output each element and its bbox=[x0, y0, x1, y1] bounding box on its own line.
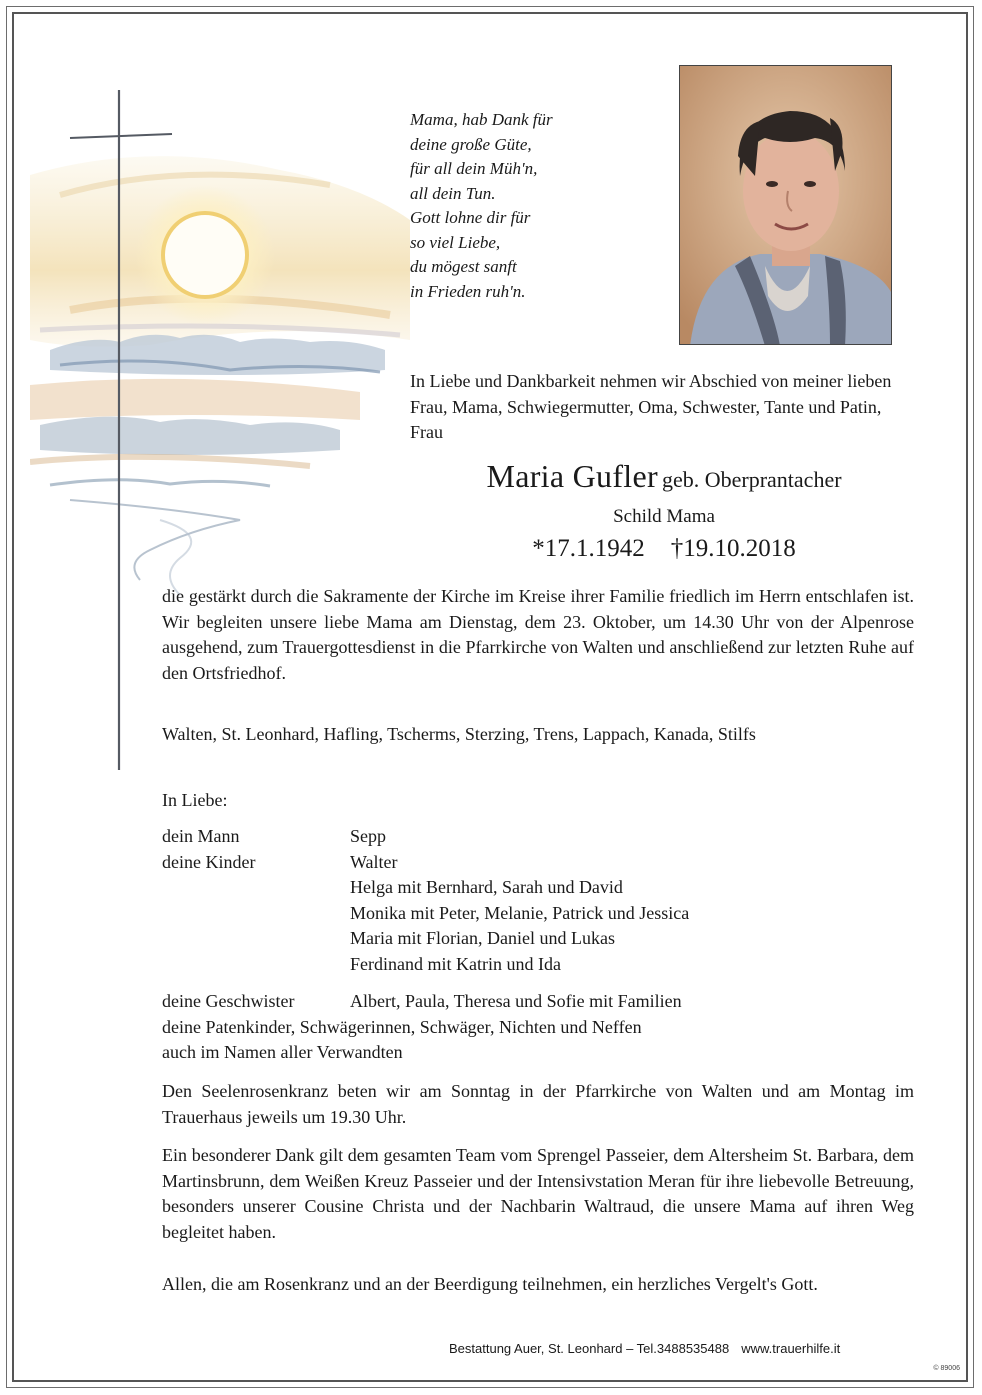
child-entry: Monika mit Peter, Melanie, Patrick und Jessica bbox=[350, 902, 690, 923]
relatives-line: deine Patenkinder, Schwägerinnen, Schwäger, Nichten und Neffen bbox=[162, 1016, 642, 1037]
portrait-image bbox=[680, 66, 892, 345]
child-entry: Walter bbox=[350, 851, 398, 872]
birth-date: *17.1.1942 bbox=[532, 535, 645, 562]
child-entry: Ferdinand mit Katrin und Ida bbox=[350, 953, 561, 974]
thanks-paragraph: Ein besonderer Dank gilt dem gesamten Team vom Sprengel Passeier, dem Altersheim St. Barbara, dem Martinsbrunn, dem Weißen Kreuz Passeier und der Intensivstation Meran für ihre liebevolle Betreuung, besonders unserer Cousine Christa und der Nachbarin Waltraud, die unsere Mama auf ihren Weg begleitet haben. bbox=[162, 1145, 914, 1242]
poem-line: all dein Tun. bbox=[410, 183, 496, 203]
closing-paragraph: Allen, die am Rosenkranz und an der Beerdigung teilnehmen, ein herzliches Vergelt's Gott. bbox=[162, 1274, 818, 1294]
places-list: Walten, St. Leonhard, Hafling, Tscherms, Sterzing, Trens, Lappach, Kanada, Stilfs bbox=[162, 724, 756, 744]
poem-line: du mögest sanft bbox=[410, 257, 517, 276]
siblings-line bbox=[162, 989, 914, 1015]
deceased-name-line bbox=[410, 458, 918, 495]
family-row-husband bbox=[162, 824, 914, 850]
life-dates bbox=[410, 535, 918, 563]
family-row-children bbox=[162, 850, 914, 978]
extended-family bbox=[162, 989, 914, 1066]
siblings-label: deine Geschwister bbox=[162, 991, 295, 1011]
nickname: Schild Mama bbox=[613, 506, 715, 527]
relatives-line: auch im Namen aller Verwandten bbox=[162, 1042, 403, 1062]
website-link[interactable]: www.trauerhilfe.it bbox=[741, 1341, 841, 1356]
husband-label: dein Mann bbox=[162, 826, 240, 846]
footer bbox=[449, 1341, 919, 1356]
husband-name: Sepp bbox=[350, 826, 386, 846]
siblings-names: Albert, Paula, Theresa und Sofie mit Familien bbox=[350, 991, 682, 1011]
family-list bbox=[162, 824, 914, 977]
poem-line: Mama, hab Dank für bbox=[410, 110, 553, 129]
funeral-announcement: die gestärkt durch die Sakramente der Kirche im Kreise ihrer Familie friedlich im Herrn entschlafen ist. Wir begleiten unsere liebe Mama am Dienstag, dem 23. Oktober, um 14.30 Uhr von der Alpenrose ausgehend, zum Trauergottesdienst in die Pfarrkirche von Walten und anschließend zur letzten Ruhe auf den Ortsfriedhof. bbox=[162, 586, 914, 683]
poem bbox=[410, 108, 630, 304]
poem-line: deine große Güte, bbox=[410, 134, 532, 154]
portrait-photo bbox=[679, 65, 892, 345]
rosary-notice: Den Seelenrosenkranz beten wir am Sonntag in der Pfarrkirche von Walten und am Montag im Trauerhaus jeweils um 19.30 Uhr. bbox=[162, 1081, 914, 1127]
children-names bbox=[350, 850, 689, 978]
maiden-name: geb. Oberprantacher bbox=[661, 467, 842, 492]
poem-line: so viel Liebe, bbox=[410, 232, 501, 252]
death-date: †19.10.2018 bbox=[670, 535, 796, 562]
in-liebe-heading: In Liebe: bbox=[162, 790, 228, 810]
child-entry: Helga mit Bernhard, Sarah und David bbox=[350, 877, 623, 897]
poem-line: für all dein Müh'n, bbox=[410, 159, 538, 178]
poem-line: in Frieden ruh'n. bbox=[410, 281, 526, 301]
deceased-name: Maria Gufler bbox=[486, 458, 658, 494]
intro-text: In Liebe und Dankbarkeit nehmen wir Abschied von meiner lieben Frau, Mama, Schwiegermutter, Oma, Schwester, Tante und Patin, Frau bbox=[410, 371, 892, 442]
children-label: deine Kinder bbox=[162, 851, 256, 872]
print-code: © 89006 bbox=[933, 1365, 960, 1372]
poem-line: Gott lohne dir für bbox=[410, 208, 531, 227]
undertaker-info: Bestattung Auer, St. Leonhard – Tel.3488535488 bbox=[449, 1341, 730, 1356]
child-entry: Maria mit Florian, Daniel und Lukas bbox=[350, 928, 615, 948]
